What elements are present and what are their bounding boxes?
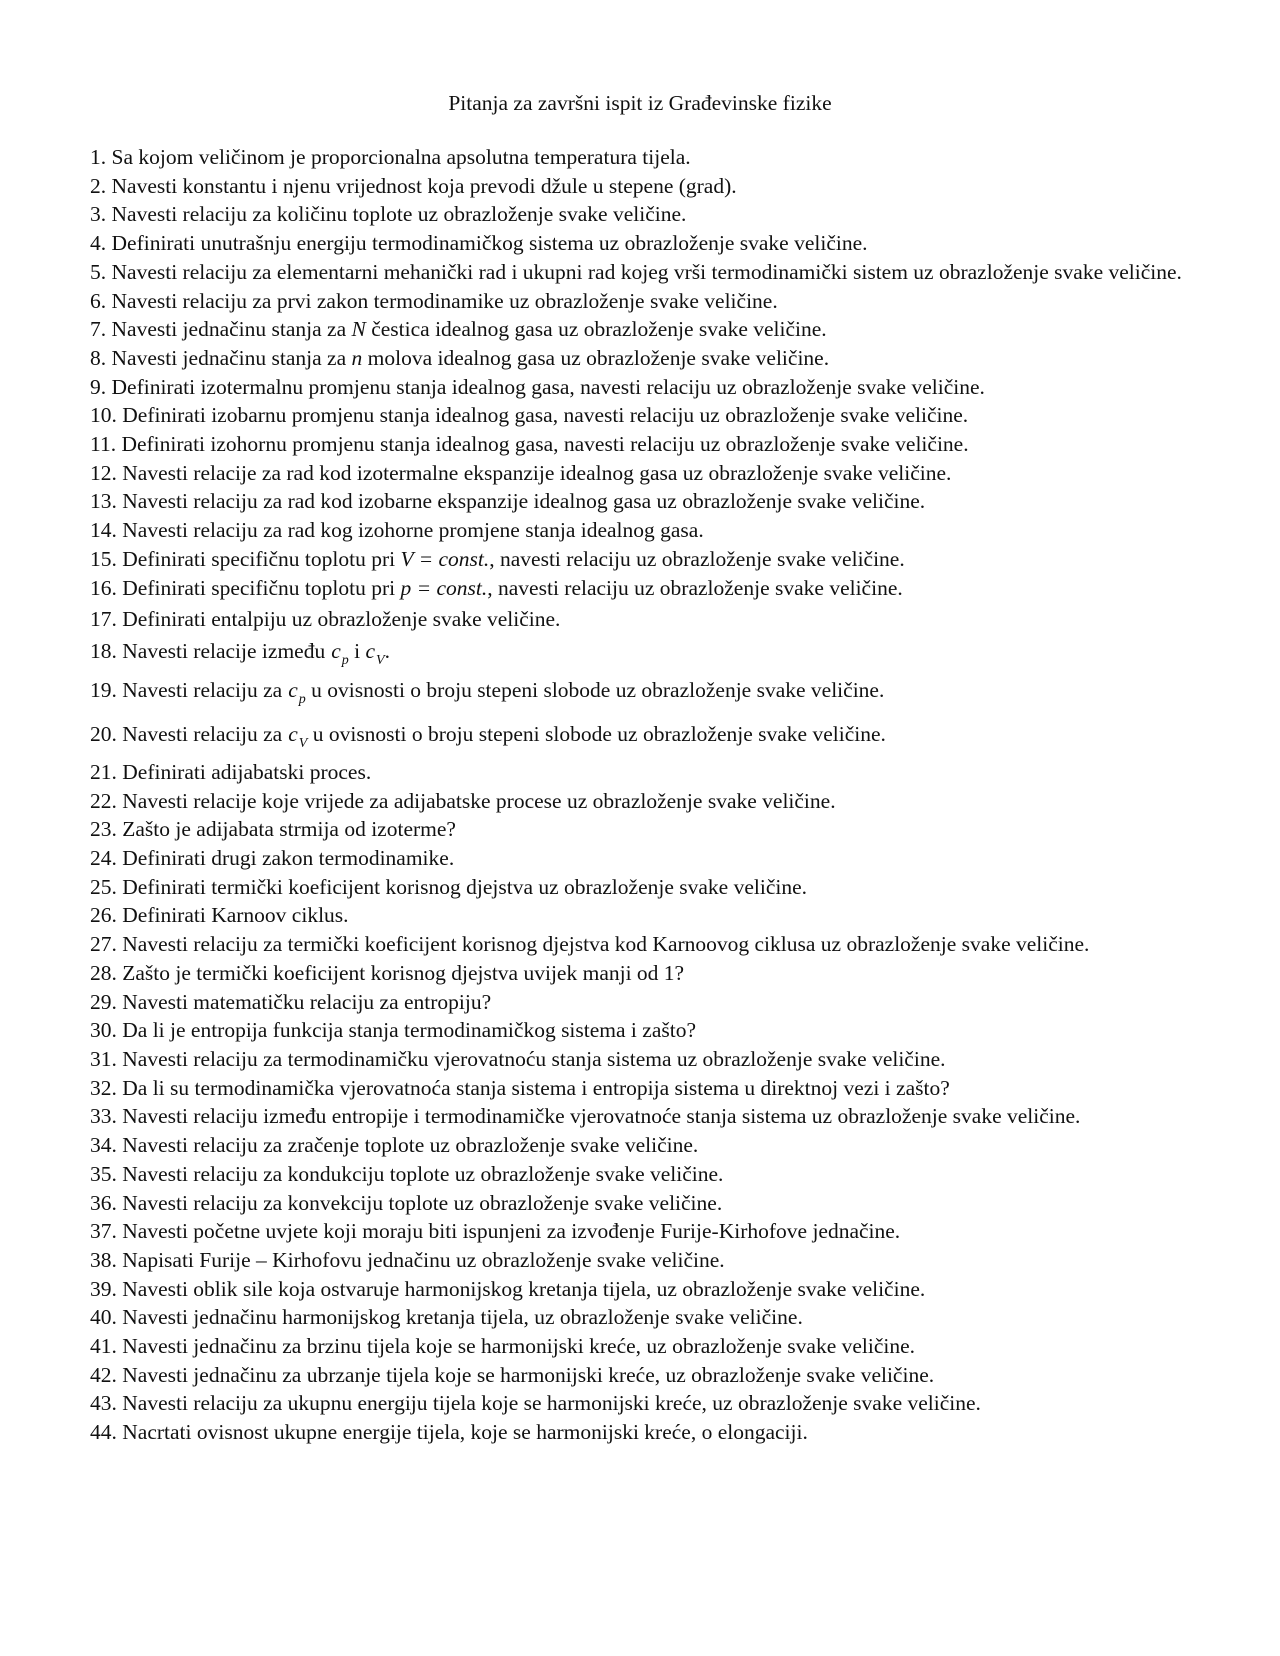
question-number: 42 . bbox=[90, 1363, 122, 1387]
question-21 bbox=[90, 758, 1190, 787]
c-letter: c bbox=[288, 721, 298, 746]
question-text: Navesti jednačinu stanja za bbox=[111, 317, 352, 342]
question-number: 22 . bbox=[90, 789, 122, 813]
question-number: 33 . bbox=[90, 1104, 122, 1128]
question-text: Navesti relaciju za bbox=[122, 677, 283, 702]
question-number: 26 . bbox=[90, 903, 122, 927]
question-number: 29 . bbox=[90, 990, 122, 1014]
question-22 bbox=[90, 787, 1190, 816]
question-30 bbox=[90, 1016, 1190, 1045]
question-number: 13 . bbox=[90, 489, 122, 513]
question-3 bbox=[90, 200, 1190, 229]
c-letter: c bbox=[331, 639, 341, 664]
question-8 bbox=[90, 344, 1190, 373]
cp-symbol bbox=[331, 639, 349, 669]
question-39 bbox=[90, 1275, 1190, 1304]
question-number: 30 . bbox=[90, 1018, 122, 1042]
question-text: Navesti relaciju za ukupnu energiju tijela koje se harmonijski kreće, uz obrazloženje svake veličine. bbox=[122, 1391, 981, 1416]
question-text: Navesti relaciju za zračenje toplote uz obrazloženje svake veličine. bbox=[122, 1133, 699, 1158]
c-letter: c bbox=[288, 677, 298, 702]
question-43 bbox=[90, 1389, 1190, 1418]
question-number: 11 . bbox=[90, 432, 121, 456]
question-number: 38 . bbox=[90, 1248, 122, 1272]
question-number: 12 . bbox=[90, 461, 122, 485]
question-text: Navesti relaciju za rad kod izobarne ekspanzije idealnog gasa uz obrazloženje svake veličine. bbox=[122, 489, 926, 514]
question-number: 9 . bbox=[90, 375, 112, 399]
question-number: 8 . bbox=[90, 346, 112, 370]
question-text: Navesti jednačinu stanja za bbox=[111, 345, 352, 370]
cp-symbol bbox=[288, 677, 306, 707]
question-text-tail: , navesti relaciju uz obrazloženje svake veličine. bbox=[489, 546, 905, 571]
math-variable: N bbox=[351, 317, 366, 342]
question-text: Nacrtati ovisnost ukupne energije tijela, koje se harmonijski kreće, o elongaciji. bbox=[122, 1420, 808, 1445]
question-text: Navesti matematičku relaciju za entropiju? bbox=[122, 989, 492, 1014]
question-42 bbox=[90, 1361, 1190, 1390]
question-text-tail: . bbox=[384, 639, 390, 664]
subscript-p: p bbox=[341, 653, 349, 669]
question-26 bbox=[90, 901, 1190, 930]
question-text: Navesti početne uvjete koji moraju biti ispunjeni za izvođenje Furije-Kirhofove jednačine. bbox=[122, 1219, 901, 1244]
question-text: Navesti jednačinu za brzinu tijela koje se harmonijski kreće, uz obrazloženje svake veličine. bbox=[122, 1334, 916, 1359]
question-32 bbox=[90, 1074, 1190, 1103]
question-text: Navesti jednačinu za ubrzanje tijela koje se harmonijski kreće, uz obrazloženje svake veličine. bbox=[122, 1362, 935, 1387]
question-20 bbox=[90, 714, 1190, 758]
question-number: 28 . bbox=[90, 961, 122, 985]
document-page bbox=[90, 88, 1190, 1447]
question-text: Navesti konstantu i njenu vrijednost koja prevodi džule u stepene (grad). bbox=[111, 173, 737, 198]
question-number: 34 . bbox=[90, 1133, 122, 1157]
question-number: 37 . bbox=[90, 1219, 122, 1243]
question-text-tail: molova idealnog gasa uz obrazloženje svake veličine. bbox=[362, 345, 830, 370]
document-title: Pitanja za završni ispit iz Građevinske fizike bbox=[448, 91, 832, 115]
question-24 bbox=[90, 844, 1190, 873]
question-41 bbox=[90, 1332, 1190, 1361]
question-text: Definirati izohornu promjenu stanja idealnog gasa, navesti relaciju uz obrazloženje svake veličine. bbox=[121, 432, 969, 457]
question-7 bbox=[90, 315, 1190, 344]
question-text: Definirati Karnoov ciklus. bbox=[122, 903, 349, 928]
question-4 bbox=[90, 229, 1190, 258]
question-number: 39 . bbox=[90, 1277, 122, 1301]
cv-symbol bbox=[365, 639, 385, 669]
question-15 bbox=[90, 545, 1190, 574]
question-25 bbox=[90, 873, 1190, 902]
question-9 bbox=[90, 373, 1190, 402]
question-36 bbox=[90, 1189, 1190, 1218]
question-text: Navesti relaciju za rad kog izohorne promjene stanja idealnog gasa. bbox=[122, 518, 704, 543]
question-number: 18 . bbox=[90, 639, 122, 663]
question-12 bbox=[90, 459, 1190, 488]
question-16 bbox=[90, 574, 1190, 603]
question-text: Navesti jednačinu harmonijskog kretanja tijela, uz obrazloženje svake veličine. bbox=[122, 1305, 803, 1330]
question-text: Zašto je termički koeficijent korisnog djejstva uvijek manji od 1? bbox=[122, 960, 685, 985]
question-number: 21 . bbox=[90, 760, 122, 784]
question-number: 10 . bbox=[90, 403, 122, 427]
question-text: Navesti relaciju između entropije i termodinamičke vjerovatnoće stanja sistema uz obrazloženje svake veličine. bbox=[122, 1104, 1081, 1129]
question-44 bbox=[90, 1418, 1190, 1447]
question-number: 1 . bbox=[90, 145, 112, 169]
subscript-v: V bbox=[298, 735, 308, 751]
question-number: 31 . bbox=[90, 1047, 122, 1071]
question-number: 23 . bbox=[90, 817, 122, 841]
question-6 bbox=[90, 287, 1190, 316]
question-number: 41 . bbox=[90, 1334, 122, 1358]
math-variable: n bbox=[351, 345, 363, 370]
question-number: 3 . bbox=[90, 202, 112, 226]
question-number: 5 . bbox=[90, 260, 112, 284]
question-34 bbox=[90, 1131, 1190, 1160]
question-text: Da li su termodinamička vjerovatnoća stanja sistema i entropija sistema u direktnoj vezi i zašto? bbox=[122, 1075, 950, 1100]
question-number: 35 . bbox=[90, 1162, 122, 1186]
question-text: Definirati entalpiju uz obrazloženje svake veličine. bbox=[122, 607, 561, 632]
question-37 bbox=[90, 1217, 1190, 1246]
subscript-p: p bbox=[298, 691, 306, 707]
question-text-tail: u ovisnosti o broju stepeni slobode uz obrazloženje svake veličine. bbox=[305, 677, 885, 702]
question-number: 43 . bbox=[90, 1391, 122, 1415]
question-number: 40 . bbox=[90, 1305, 122, 1329]
question-31 bbox=[90, 1045, 1190, 1074]
question-text: Navesti relacije koje vrijede za adijabatske procese uz obrazloženje svake veličine. bbox=[122, 788, 836, 813]
question-text: Navesti relaciju za kondukciju toplote uz obrazloženje svake veličine. bbox=[122, 1161, 724, 1186]
question-number: 19 . bbox=[90, 678, 122, 702]
math-expression: V = const. bbox=[400, 546, 490, 571]
question-text: Definirati izobarnu promjenu stanja idealnog gasa, navesti relaciju uz obrazloženje svake veličine. bbox=[122, 403, 969, 428]
question-number: 6 . bbox=[90, 289, 112, 313]
question-5 bbox=[90, 258, 1190, 287]
math-expression: p = const. bbox=[400, 575, 488, 600]
question-text: Definirati specifičnu toplotu pri bbox=[122, 575, 401, 600]
question-33 bbox=[90, 1102, 1190, 1131]
question-text: Navesti relaciju za termički koeficijent korisnog djejstva kod Karnoovog ciklusa uz obrazloženje svake veličine. bbox=[122, 932, 1090, 957]
question-number: 16 . bbox=[90, 576, 122, 600]
question-17 bbox=[90, 602, 1190, 637]
question-11 bbox=[90, 430, 1190, 459]
question-28 bbox=[90, 959, 1190, 988]
question-text: Definirati izotermalnu promjenu stanja idealnog gasa, navesti relaciju uz obrazloženje svake veličine. bbox=[111, 374, 985, 399]
question-text: Definirati termički koeficijent korisnog djejstva uz obrazloženje svake veličine. bbox=[122, 874, 808, 899]
question-number: 17 . bbox=[90, 607, 122, 631]
conjunction: i bbox=[348, 639, 366, 664]
question-38 bbox=[90, 1246, 1190, 1275]
subscript-v: V bbox=[376, 653, 385, 669]
question-text: Navesti relaciju za konvekciju toplote uz obrazloženje svake veličine. bbox=[122, 1190, 723, 1215]
question-text: Navesti relacije za rad kod izotermalne ekspanzije idealnog gasa uz obrazloženje svake veličine. bbox=[122, 460, 952, 485]
question-text: Navesti oblik sile koja ostvaruje harmonijskog kretanja tijela, uz obrazloženje svake veličine. bbox=[122, 1276, 926, 1301]
question-text: Da li je entropija funkcija stanja termodinamičkog sistema i zašto? bbox=[122, 1018, 696, 1043]
question-text: Definirati unutrašnju energiju termodinamičkog sistema uz obrazloženje svake veličine. bbox=[111, 231, 868, 256]
question-text: Navesti relacije između bbox=[122, 639, 326, 664]
question-list bbox=[90, 143, 1190, 1447]
question-text: Definirati drugi zakon termodinamike. bbox=[122, 846, 455, 871]
question-number: 25 . bbox=[90, 875, 122, 899]
question-13 bbox=[90, 487, 1190, 516]
question-number: 44 . bbox=[90, 1420, 122, 1444]
question-number: 7 . bbox=[90, 317, 112, 341]
question-text: Definirati specifičnu toplotu pri bbox=[122, 546, 401, 571]
question-number: 32 . bbox=[90, 1076, 122, 1100]
question-text: Navesti relaciju za termodinamičku vjerovatnoću stanja sistema uz obrazloženje svake veličine. bbox=[122, 1046, 946, 1071]
question-text: Navesti relaciju za količinu toplote uz obrazloženje svake veličine. bbox=[111, 202, 687, 227]
c-letter: c bbox=[365, 639, 376, 664]
question-10 bbox=[90, 401, 1190, 430]
question-text: Zašto je adijabata strmija od izoterme? bbox=[122, 817, 456, 842]
question-number: 4 . bbox=[90, 231, 112, 255]
question-text: Navesti relaciju za prvi zakon termodinamike uz obrazloženje svake veličine. bbox=[111, 288, 778, 313]
question-40 bbox=[90, 1303, 1190, 1332]
question-text: Napisati Furije – Kirhofovu jednačinu uz obrazloženje svake veličine. bbox=[122, 1247, 725, 1272]
question-27 bbox=[90, 930, 1190, 959]
question-2 bbox=[90, 172, 1190, 201]
question-35 bbox=[90, 1160, 1190, 1189]
question-number: 20 . bbox=[90, 722, 122, 746]
question-1 bbox=[90, 143, 1190, 172]
question-18 bbox=[90, 637, 1190, 670]
question-number: 15 . bbox=[90, 547, 122, 571]
question-text: Navesti relaciju za bbox=[122, 721, 283, 746]
question-29 bbox=[90, 988, 1190, 1017]
question-number: 2 . bbox=[90, 174, 112, 198]
question-14 bbox=[90, 516, 1190, 545]
question-text-tail: u ovisnosti o broju stepeni slobode uz obrazloženje svake veličine. bbox=[307, 721, 886, 746]
question-text: Navesti relaciju za elementarni mehanički rad i ukupni rad kojeg vrši termodinamički sistem uz obrazloženje svake veličine. bbox=[111, 259, 1182, 284]
question-text-tail: , navesti relaciju uz obrazloženje svake veličine. bbox=[487, 575, 903, 600]
cv-symbol bbox=[288, 721, 308, 751]
question-number: 14 . bbox=[90, 518, 122, 542]
question-text: Sa kojom veličinom je proporcionalna apsolutna temperatura tijela. bbox=[111, 145, 691, 169]
question-number: 27 . bbox=[90, 932, 122, 956]
question-23 bbox=[90, 815, 1190, 844]
question-number: 24 . bbox=[90, 846, 122, 870]
question-text: Definirati adijabatski proces. bbox=[122, 759, 372, 784]
question-number: 36 . bbox=[90, 1191, 122, 1215]
question-text-tail: čestica idealnog gasa uz obrazloženje svake veličine. bbox=[365, 317, 827, 342]
question-19 bbox=[90, 670, 1190, 714]
